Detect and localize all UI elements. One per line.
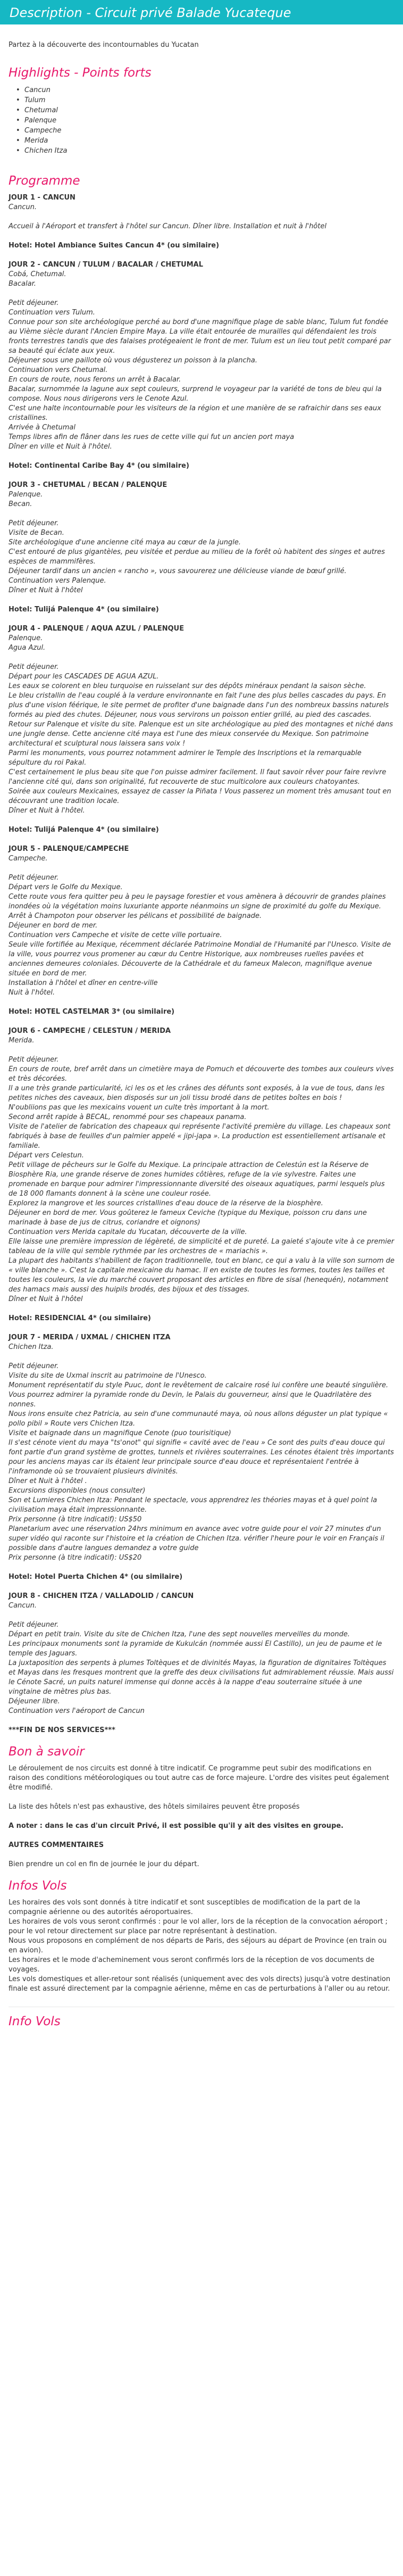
day-paragraph: Continuation vers l'aéroport de Cancun — [9, 1707, 145, 1715]
programme-days — [9, 193, 394, 1735]
day-paragraph: Déjeuner tardif dans un ancien « rancho », vous savourerez une délicieuse viande de bœuf grillé. — [9, 567, 347, 575]
bon-a-savoir-section — [9, 1764, 394, 1869]
day-paragraph: Nous irons ensuite chez Patricia, au sein d'une communauté maya, où nous allons déguster un plat typique « pollo pibil » Route vers Chichen Itza. — [9, 1410, 388, 1428]
day-paragraph: Cette route vous fera quitter peu à peu le paysage forestier et vous amènera à découvrir de grandes plaines inondées où la végétation moins luxuriante apporte néanmoins un signe de proximité du golfe du Mexique. Arrêt à Champoton pour observer les pélicans et possibilité de baignade. — [9, 893, 386, 920]
day-hotel: ***FIN DE NOS SERVICES*** — [9, 1726, 115, 1734]
spacer — [9, 1352, 394, 1362]
infos-vols-section — [9, 1898, 394, 1994]
day-hotel: Hotel: Tulijá Palenque 4* (ou similaire) — [9, 606, 159, 614]
day-paragraph: Planetarium avec une réservation 24hrs minimum en avance avec votre guide pour el voir 27 minutes d'un super vidéo qui raconte sur l'histoire et la création de Chichen Itza. vérifier l'heure pour le voir en Français il possible dans d'autre langues demandez a votre guide — [9, 1525, 384, 1552]
day-paragraph: Déjeuner en bord de mer. Vous goûterez le fameux Ceviche (typique du Mexique, poisson cru dans une marinade à base de jus de citrus, coriandre et oignons) — [9, 1209, 367, 1227]
day-paragraph: Dîner et Nuit à l'hôtel — [9, 1295, 83, 1303]
day-paragraph: Connue pour son site archéologique perché au bord d'une magnifique plage de sable blanc, Tulum fut fondée au Vième siècle durant l'Ancien Empire Maya. La ville était entourée de murailles qui défendaient les trois fronts terrestres tandis que des falaises protégeaient le front de mer. Tulum est un lieu tout petit comparé par sa beauté qui éclate aux yeux. — [9, 318, 391, 355]
day-title: JOUR 3 - CHETUMAL / BECAN / PALENQUE — [9, 481, 167, 489]
day-paragraph: Départ en petit train. Visite du site de Chichen Itza, l'une des sept nouvelles merveilles du monde. — [9, 1630, 350, 1638]
day-paragraph: Seule ville fortifiée au Mexique, récemment déclarée Patrimoine Mondial de l'Humanité par l'Unesco. Visite de la ville, vous pourrez vous promener au cœur du Centre Historique, aux nombreuses ruelles pavées et anciennes demeures coloniales. Découverte de la Cathédrale et du fameux Malecon, magnifique avenue située en bord de mer. — [9, 941, 391, 978]
day-title: JOUR 5 - PALENQUE/CAMPECHE — [9, 845, 129, 853]
day-paragraph: Déjeuner libre. — [9, 1697, 60, 1705]
info-vols-heading: Info Vols — [9, 2015, 61, 2028]
day-paragraph: Petit déjeuner. — [9, 663, 59, 671]
day-hotel: Hotel: RESIDENCIAL 4* (ou similaire) — [9, 1314, 151, 1322]
day-title: JOUR 6 - CAMPECHE / CELESTUN / MERIDA — [9, 1027, 171, 1035]
day-place: Campeche. — [9, 855, 48, 863]
day-paragraph: Arrivée à Chetumal — [9, 424, 76, 432]
day-title: JOUR 8 - CHICHEN ITZA / VALLADOLID / CANCUN — [9, 1592, 194, 1600]
highlight-item: • Tulum — [24, 95, 394, 105]
day-paragraph: Continuation vers Campeche et visite de cette ville portuaire. — [9, 931, 222, 939]
programme-heading: Programme — [9, 174, 80, 188]
day-paragraph: Nuit à l'hôtel. — [9, 989, 55, 997]
day-paragraph: Excursions disponibles (nous consulter) — [9, 1487, 146, 1495]
day-paragraph: Visite de l'atelier de fabrication des chapeaux qui représente l'activité première du village. Les chapeaux sont fabriqués à base de feuilles d'un palmier appelé « jipi-japa ». La production est essentiellement artisanale et familiale. — [9, 1123, 391, 1150]
day-paragraph: Petit déjeuner. — [9, 1056, 59, 1064]
day-paragraph: Soirée aux couleurs Mexicaines, essayez de casser la Piñata ! Vous passerez un moment très amusant tout en découvrant une tradition locale. — [9, 788, 391, 805]
spacer — [9, 864, 394, 873]
day-paragraph: Départ vers le Golfe du Mexique. — [9, 883, 123, 891]
day-hotel: Hotel: Hotel Puerta Chichen 4* (ou similaire) — [9, 1573, 183, 1581]
flight-info-paragraph: Nous vous proposons en complément de nos départs de Paris, des séjours au départ de Province (en train ou en avion). — [9, 1937, 387, 1954]
day-paragraph: Visite et baignade dans un magnifique Cenote (puo tourisitique) — [9, 1429, 231, 1437]
day-paragraph: C'est certainement le plus beau site que l'on puisse admirer facilement. Il faut savoir rêver pour faire revivre l'ancienne cité qui, dans son originalité, fut recouverte de stuc multicolore aux couleurs chatoyantes. — [9, 768, 387, 786]
spacer — [9, 1046, 394, 1055]
day-paragraph: Site archéologique d'une ancienne cité maya au cœur de la jungle. — [9, 539, 241, 546]
day-hotel: Hotel: Tulijá Palenque 4* (ou similaire) — [9, 826, 159, 834]
day-paragraph: Petit déjeuner. — [9, 519, 59, 527]
day-block — [9, 624, 394, 835]
day-block — [9, 1592, 394, 1735]
day-paragraph: Second arrêt rapide à BECAL, renommé pour ses chapeaux panama. — [9, 1113, 247, 1121]
highlights-list — [24, 85, 394, 156]
day-title: JOUR 4 - PALENQUE / AQUA AZUL / PALENQUE — [9, 625, 184, 633]
day-paragraph: Continuation vers Chetumal. — [9, 366, 108, 374]
infos-vols-heading: Infos Vols — [9, 1879, 67, 1893]
day-hotel: Hotel: HOTEL CASTELMAR 3* (ou similaire) — [9, 1008, 175, 1016]
day-paragraph: Continuation vers Palenque. — [9, 577, 106, 585]
info-paragraph: AUTRES COMMENTAIRES — [9, 1841, 104, 1849]
day-place: Cancun. — [9, 203, 37, 211]
day-block — [9, 481, 394, 615]
day-paragraph: Il s'est cénote vient du maya "ts'onot" qui signifie « cavité avec de l'eau » Ce sont des puits d'eau douce qui font partie d'un grand système de grottes, tunnels et rivières souterraines. Les cénotes étaient très importants pour les anciens mayas car ils étaient leur principale source d'eau douce et représentaient l'entrée à l'inframonde où se trouvaient plusieurs divinités. — [9, 1439, 394, 1476]
day-place: Merida. — [9, 1037, 35, 1045]
info-paragraph: Bien prendre un col en fin de journée le jour du départ. — [9, 1860, 199, 1868]
day-paragraph: En cours de route, bref arrêt dans un cimetière maya de Pomuch et découverte des tombes aux couleurs vives et très décorées. — [9, 1065, 394, 1083]
day-paragraph: Monument représentatif du style Puuc, dont le revêtement de calcaire rosé lui confère une beauté singulière. — [9, 1381, 389, 1389]
day-paragraph: N'oubliions pas que les mexicains vouent un culte très important à la mort. — [9, 1104, 270, 1112]
day-paragraph: Dîner et Nuit à l'hôtel . — [9, 1477, 87, 1485]
day-paragraph: Visite du site de Uxmal inscrit au patrimoine de l'Unesco. — [9, 1372, 207, 1380]
content — [0, 40, 403, 2028]
day-paragraph: Petit déjeuner. — [9, 1621, 59, 1629]
flight-info-paragraph: Les horaires et le mode d'acheminement vous seront confirmés lors de la réception de vos documents de voyages. — [9, 1956, 375, 1974]
day-paragraph: Le bleu cristallin de l'eau couplé à la verdure environnante en fait l'une des plus belles cascades du pays. En plus d'une vision féérique, le site permet de profiter d'une baignade dans l'un des nombreux bassins naturels formés au pied des chutes. Déjeuner, nous vous servirons un poisson entier grillé, au pied des cascades. — [9, 692, 389, 719]
day-paragraph: Installation à l'hôtel et dîner en centre-ville — [9, 979, 158, 987]
info-paragraph: La liste des hôtels n'est pas exhaustive, des hôtels similaires peuvent être proposés — [9, 1803, 300, 1811]
day-paragraph: Accueil à l'Aéroport et transfert à l'hôtel sur Cancun. Dîner libre. Installation et nuit à l'hôtel — [9, 222, 327, 230]
bon-a-savoir-heading: Bon à savoir — [9, 1745, 85, 1759]
day-paragraph: Bacalar, surnommée la lagune aux sept couleurs, surprend le voyageur par la variété de tons de bleu qui la compose. Nous nous dirigerons vers le Cenote Azul. — [9, 385, 382, 403]
day-paragraph: Petit déjeuner. — [9, 1362, 59, 1370]
day-paragraph: C'est une halte incontournable pour les visiteurs de la région et une manière de se rafraichir dans ses eaux cristallines. — [9, 404, 381, 422]
day-block — [9, 1026, 394, 1323]
day-title: JOUR 2 - CANCUN / TULUM / BACALAR / CHETUMAL — [9, 261, 203, 269]
day-paragraph: Les principaux monuments sont la pyramide de Kukulcán (nommée aussi El Castillo), un jeu de paume et le temple des Jaguars. — [9, 1640, 382, 1658]
day-paragraph: Vous pourrez admirer la pyramide ronde du Devin, le Palais du gouverneur, ainsi que le Quadrilatère des nonnes. — [9, 1391, 372, 1409]
info-paragraph: A noter : dans le cas d'un circuit Privé, il est possible qu'il y ait des visites en groupe. — [9, 1822, 344, 1830]
day-paragraph: Petit déjeuner. — [9, 299, 59, 307]
highlight-item: • Merida — [24, 136, 394, 146]
spacer — [9, 509, 394, 519]
highlights-heading: Highlights - Points forts — [9, 66, 152, 80]
page-title: Description - Circuit privé Balade Yucateque — [0, 0, 403, 24]
day-paragraph: Les eaux se colorent en bleu turquoise en ruisselant sur des dépôts minéraux pendant la saison sèche. — [9, 682, 366, 690]
day-block — [9, 844, 394, 1017]
day-paragraph: Petit village de pêcheurs sur le Golfe du Mexique. La principale attraction de Celestún est la Réserve de Biosphère Ria, une grande réserve de zones humides côtières, refuge de la vie sylvestre. Faites une promenade en barque pour admirer l'impressionnante diversité des oiseaux aquatiques, parmi lesquels plus de 18 000 flamants donnent à la scène une couleur rosée. — [9, 1161, 385, 1198]
day-title: JOUR 1 - CANCUN — [9, 194, 75, 202]
day-place: Chichen Itza. — [9, 1343, 54, 1351]
day-paragraph: Dîner et Nuit à l'hôtel. — [9, 807, 85, 815]
day-paragraph: Dîner et Nuit à l'hôtel — [9, 586, 83, 594]
day-place: Cancun. — [9, 1602, 37, 1610]
spacer — [9, 289, 394, 299]
intro-text: Partez à la découverte des incontournables du Yucatan — [9, 41, 199, 49]
day-paragraph: Déjeuner en bord de mer. — [9, 922, 98, 930]
day-paragraph: Visite de Becan. — [9, 529, 64, 537]
highlight-item: • Cancun — [24, 85, 394, 95]
day-paragraph: La juxtaposition des serpents à plumes Toltèques et de divinités Mayas, la figuration de dignitaires Toltèques et Mayas dans les fresques montrent que la greffe des deux civilisations fut admirablement réussie. Mais aussi le Cénote Sacré, un puits naturel immense qui donne accès à la nappe d'eau souterraine située à une vingtaine de mètres plus bas. — [9, 1659, 394, 1696]
day-hotel: Hotel: Continental Caribe Bay 4* (ou similaire) — [9, 462, 189, 470]
day-paragraph: Continuation vers Merida capitale du Yucatan, découverte de la ville. — [9, 1228, 247, 1236]
spacer — [9, 1611, 394, 1620]
info-paragraph: Le déroulement de nos circuits est donné à titre indicatif. Ce programme peut subir des modifications en raison des conditions météorologiques ou tout autre cas de force majeure. L'ordre des visites peut également être modifié. — [9, 1765, 389, 1792]
day-place-secondary: Becan. — [9, 500, 32, 508]
day-paragraph: Petit déjeuner. — [9, 874, 59, 882]
day-paragraph: Elle laisse une première impression de légèreté, de simplicité et de pureté. La gaieté s'ajoute vite à ce premier tableau de la ville qui semble rythmée par les orchestres de « mariachis ». — [9, 1238, 394, 1255]
day-paragraph: Départ vers Celestun. — [9, 1152, 84, 1159]
day-paragraph: Il a une très grande particularité, ici les os et les crânes des défunts sont exposés, à la vue de tous, dans les petites niches des caveaux, bien disposés sur un joli tissu brodé dans de petites boîtes en bois ! — [9, 1084, 385, 1102]
day-place: Palenque. — [9, 491, 43, 499]
highlight-item: • Palenque — [24, 115, 394, 126]
day-paragraph: Retour sur Palenque et visite du site. Palenque est un site archéologique au pied des montagnes et niché dans une jungle dense. Cette ancienne cité maya est l'une des mieux conservée du Mexique. Son patrimoine architectural et sculptural nous laissera sans voix ! — [9, 720, 393, 748]
day-paragraph: Temps libres afin de flâner dans les rues de cette ville qui fut un ancien port maya — [9, 433, 295, 441]
day-paragraph: Son et Lumieres Chichen Itza: Pendant le spectacle, vous apprendrez les théories mayas et à quel point la civilisation maya était impressionnante. — [9, 1496, 377, 1514]
day-hotel: Hotel: Hotel Ambiance Suites Cancun 4* (ou similaire) — [9, 242, 220, 250]
day-block — [9, 193, 394, 251]
highlight-item: • Chichen Itza — [24, 146, 394, 156]
spacer — [9, 653, 394, 662]
flight-info-paragraph: Les vols domestiques et aller-retour sont réalisés (uniquement avec des vols directs) jusqu'à votre destination finale est assuré directement par la compagnie aérienne, même en cas de perturbations à l'aller ou au retour. — [9, 1975, 391, 1993]
flight-info-paragraph: Les horaires de vols vous seront confirmés : pour le vol aller, lors de la réception de la convocation aéroport ; pour le vol retour directement sur place par notre représentant à destination. — [9, 1918, 388, 1935]
day-place: Cobá, Chetumal. — [9, 270, 66, 278]
day-paragraph: Dîner en ville et Nuit à l'hôtel. — [9, 443, 112, 451]
day-paragraph: Déjeuner sous une paillote où vous dégusterez un poisson à la plancha. — [9, 357, 257, 365]
day-paragraph: La plupart des habitants s'habillent de façon traditionnelle, tout en blanc, ce qui a valu à la ville son surnom de « ville blanche ». C'est la capitale mexicaine du hamac. Il en existe de toutes les formes, toutes les tailles et toutes les couleurs, la vie du marché couvert proposant des articles en fibre de sisal (henequén), notamment des hamacs mais aussi des huipils brodés, des bijoux et des tissages. — [9, 1257, 394, 1294]
day-paragraph: Départ pour les CASCADES DE AGUA AZUL. — [9, 673, 159, 681]
day-block — [9, 260, 394, 471]
day-paragraph: C'est entouré de plus gigantèles, peu visitée et perdue au milieu de la forêt où habitent des singes et autres espèces de mammifères. — [9, 548, 385, 566]
day-paragraph: Prix personne (à titre indicatif): US$50 — [9, 1515, 142, 1523]
spacer — [9, 212, 394, 222]
day-paragraph: Explorez la mangrove et les sources cristallines d'eau douce de la réserve de la biosphère. — [9, 1199, 323, 1207]
day-paragraph: Prix personne (à titre indicatif): US$20 — [9, 1554, 142, 1562]
day-place-secondary: Agua Azul. — [9, 644, 46, 652]
day-paragraph: Parmi les monuments, vous pourrez notamment admirer le Temple des Inscriptions et la remarquable sépulture du roi Pakal. — [9, 749, 362, 767]
day-place-secondary: Bacalar. — [9, 280, 36, 288]
day-paragraph: Continuation vers Tulum. — [9, 309, 95, 317]
highlight-item: • Chetumal — [24, 105, 394, 115]
day-place: Palenque. — [9, 634, 43, 642]
day-block — [9, 1333, 394, 1582]
highlight-item: • Campeche — [24, 126, 394, 136]
flight-info-paragraph: Les horaires des vols sont donnés à titre indicatif et sont susceptibles de modification de la part de la compagnie aérienne ou des autorités aéroportuaires. — [9, 1899, 360, 1916]
day-paragraph: En cours de route, nous ferons un arrêt à Bacalar. — [9, 376, 181, 384]
day-title: JOUR 7 - MERIDA / UXMAL / CHICHEN ITZA — [9, 1333, 171, 1341]
